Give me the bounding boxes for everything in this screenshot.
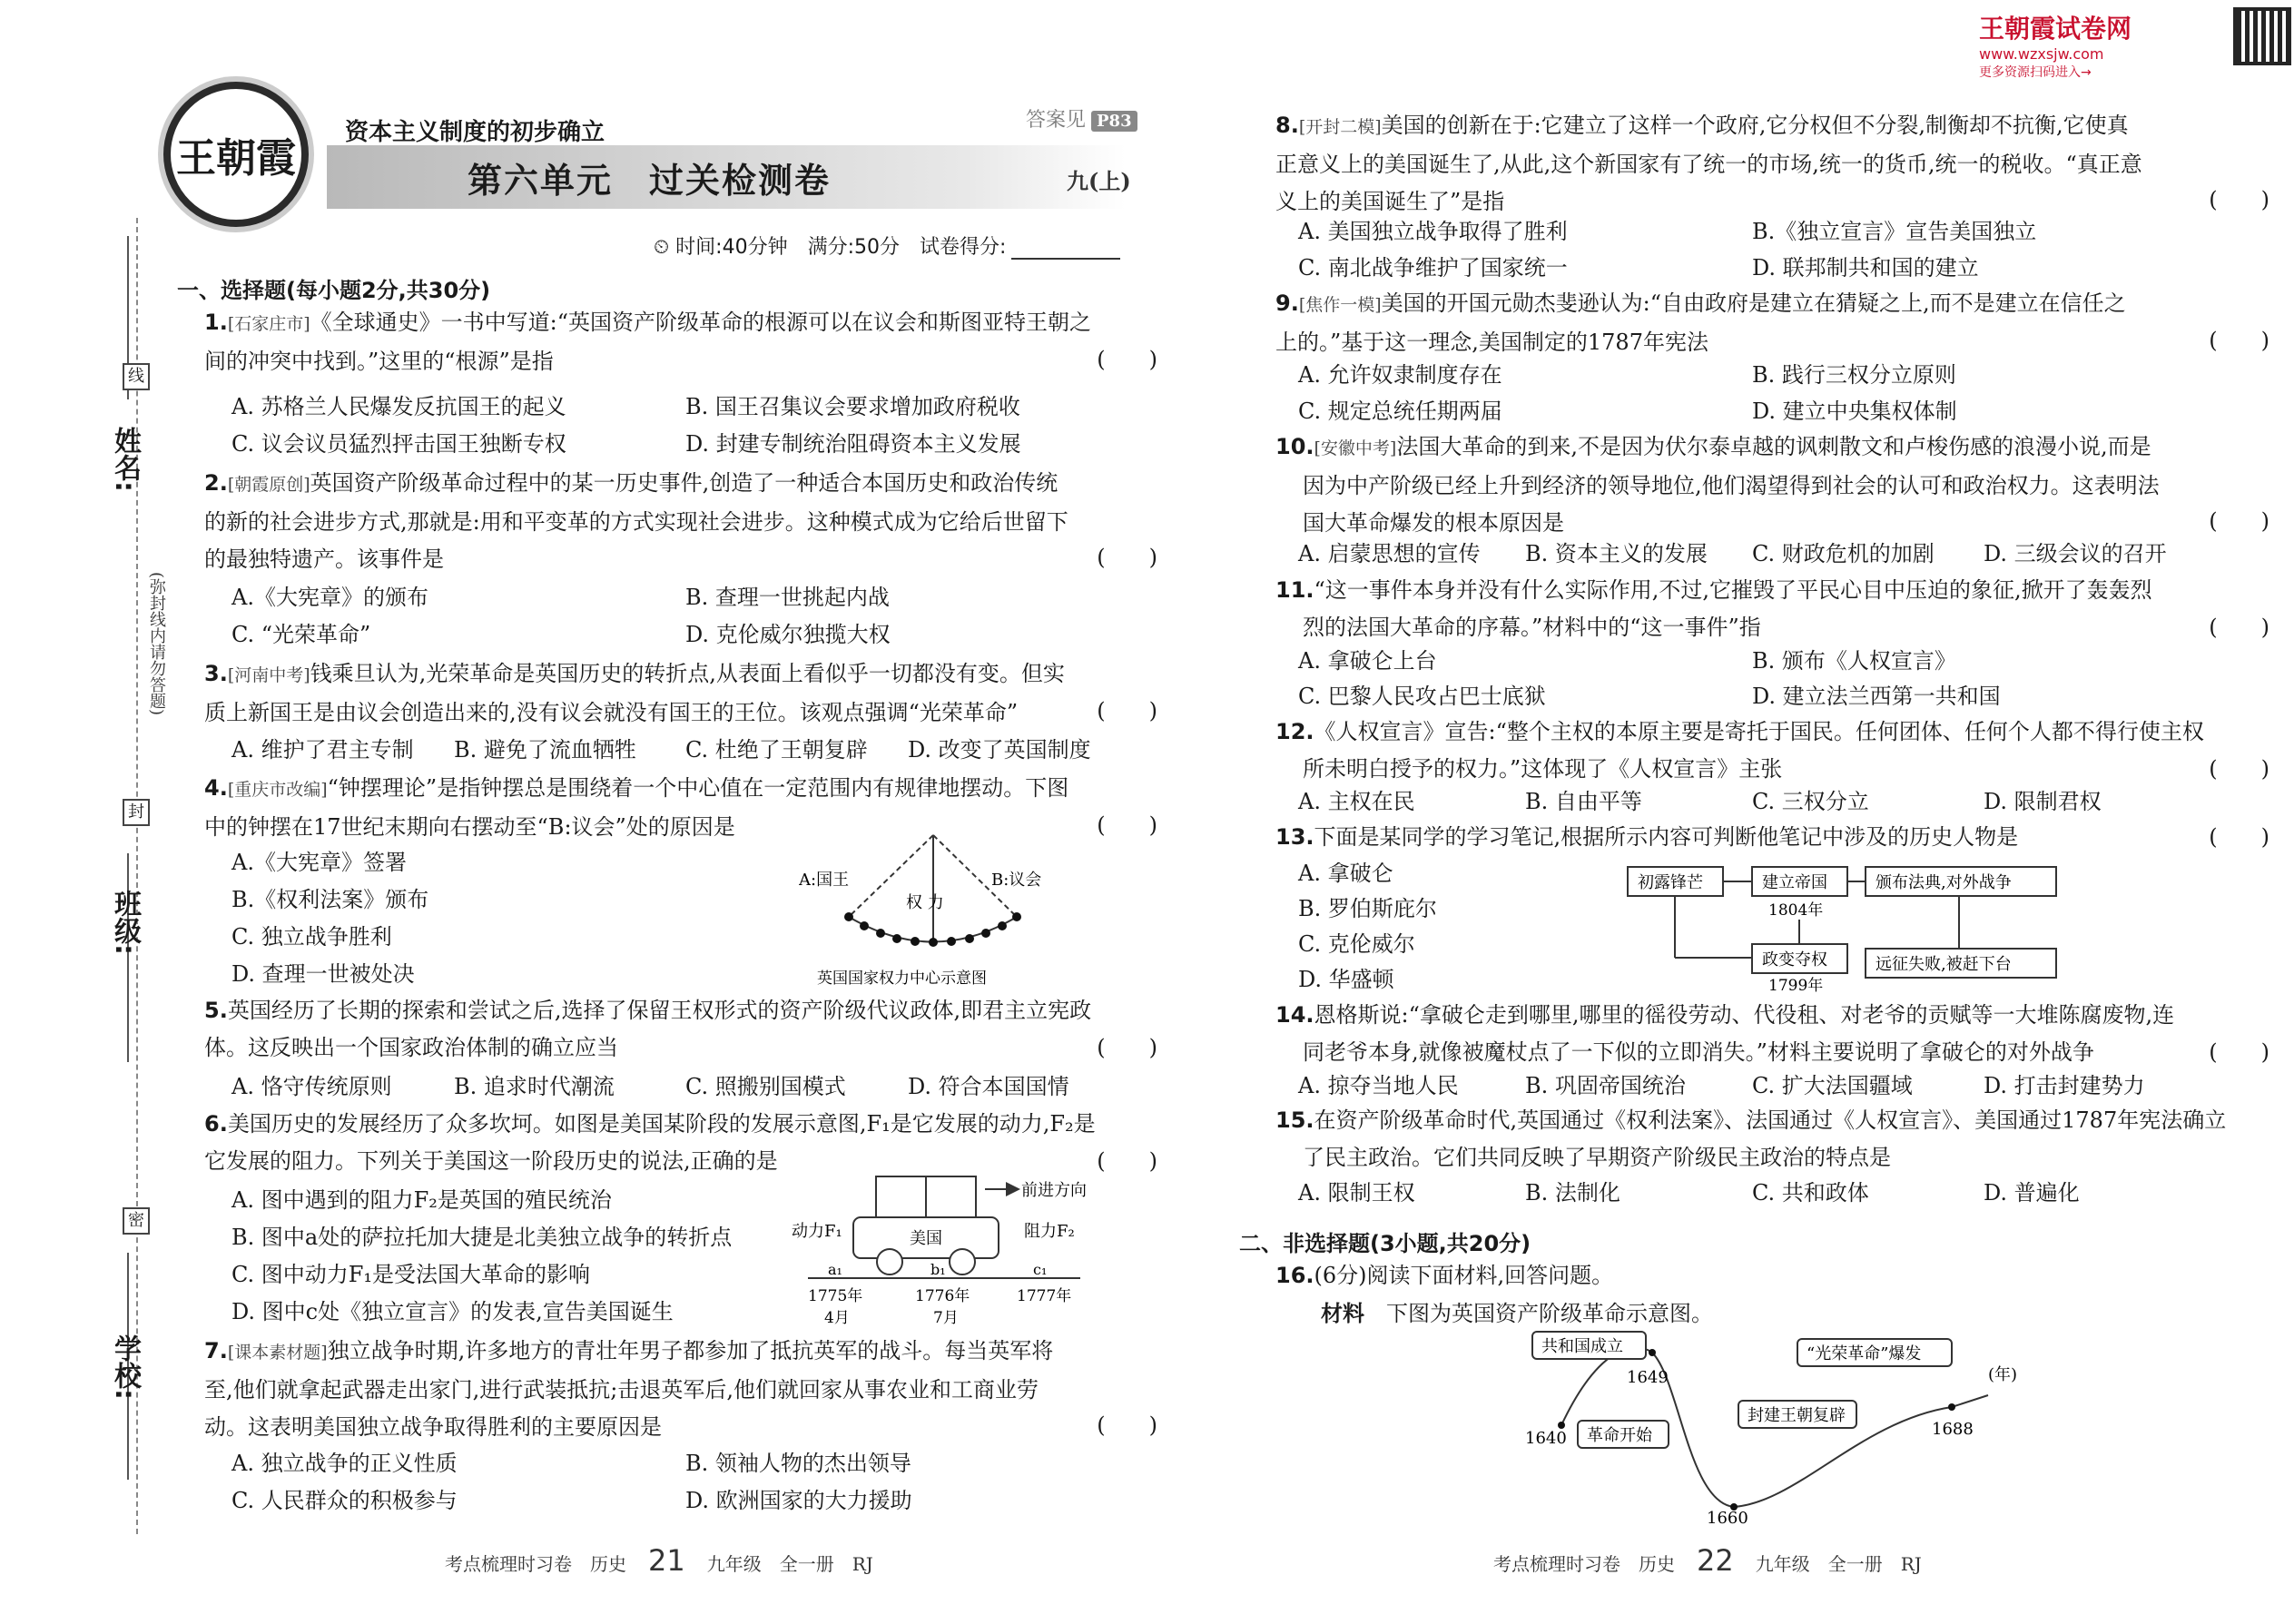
question-3: 3.[河南中考]钱乘旦认为,光荣革命是英国历史的转折点,从表面上看似乎一切都没有变。但实 质上新国王是由议会创造出来的,没有议会就没有国王的王位。该观点强调“光荣革命” ( ) <box>204 655 1157 732</box>
option-b[interactable]: B. 巩固帝国统治 <box>1525 1073 1686 1098</box>
option-c[interactable]: C. 议会议员猛烈抨击国王独断专权 <box>231 431 566 457</box>
answer-reference: 答案见 P83 <box>1026 104 1137 133</box>
answer-blank[interactable]: ( ) <box>1097 545 1157 570</box>
note-box-2: 建立帝国 <box>1762 873 1827 892</box>
name-label: 姓名: <box>109 427 141 492</box>
label-usa: 美国 <box>910 1229 942 1248</box>
option-b[interactable]: B. 罗伯斯庇尔 <box>1298 896 1437 921</box>
option-d[interactable]: D. 三级会议的召开 <box>1984 541 2167 566</box>
label-parliament: B:议会 <box>991 871 1042 890</box>
question-7: 7.[课本素材题]独立战争时期,许多地方的青壮年男子都参加了抵抗英军的战斗。每当英军将 至,他们就拿起武器走出家门,进行武装抵抗;击退英军后,他们就回家从事农业和工商业劳 动。这表明美国独立战争取得胜利的主要原因是 ( ) <box>204 1333 1157 1446</box>
label-power: 权 力 <box>906 893 944 912</box>
svg-text:1776年: 1776年 <box>915 1287 970 1305</box>
option-c[interactable]: C. 人民群众的积极参与 <box>231 1488 458 1513</box>
option-d[interactable]: D. 改变了英国制度 <box>908 737 1091 763</box>
question-16: 16.(6分)阅读下面材料,回答问题。 材料 下图为英国资产阶级革命示意图。 <box>1275 1263 1713 1326</box>
option-c[interactable]: C. 巴黎人民攻占巴士底狱 <box>1298 684 1546 709</box>
score-field[interactable] <box>1011 258 1120 260</box>
question-14: 14.恩格斯说:“拿破仑走到哪里,哪里的徭役劳动、代役租、对老爷的贡赋等一大堆陈腐废物,连 同老爷本身,就像被魔杖点了一下似的立即消失。”材料主要说明了拿破仑的对外战争 ( ) <box>1275 997 2269 1071</box>
grade-tag: 九(上) <box>1067 168 1131 194</box>
seal-warning: (弥封线内请勿答题) <box>147 572 166 716</box>
option-b[interactable]: B. 追求时代潮流 <box>454 1074 615 1099</box>
option-c[interactable]: C. 杜绝了王朝复辟 <box>685 737 868 763</box>
option-c[interactable]: C. 照搬别国模式 <box>685 1074 846 1099</box>
seal-mark-xian: 线 <box>123 363 150 390</box>
option-a[interactable]: A. 独立战争的正义性质 <box>231 1451 458 1476</box>
option-d[interactable]: D. 符合本国国情 <box>908 1074 1069 1099</box>
option-d[interactable]: D. 普遍化 <box>1984 1180 2080 1206</box>
label-glorious-revolution: “光荣革命”爆发 <box>1807 1344 1922 1363</box>
page-title: 第六单元 过关检测卷 <box>468 161 832 201</box>
option-c[interactable]: C. 独立战争胜利 <box>231 924 392 950</box>
option-c[interactable]: C. 共和政体 <box>1752 1180 1869 1206</box>
answer-blank[interactable]: ( ) <box>1097 812 1157 838</box>
footer-left: 考点梳理时习卷 历史 21 九年级 全一册 RJ <box>445 1543 873 1578</box>
option-d[interactable]: D. 封建专制统治阻碍资本主义发展 <box>685 431 1021 457</box>
option-d[interactable]: D. 图中c处《独立宣言》的发表,宣告美国诞生 <box>231 1299 674 1324</box>
answer-blank[interactable]: ( ) <box>1097 1035 1157 1060</box>
section-heading-choice: 一、选择题(每小题2分,共30分) <box>177 278 491 303</box>
question-8: 8.[开封二模]美国的创新在于:它建立了这样一个政府,它分权但不分裂,制衡却不抗衡,它使真 正意义上的美国诞生了,从此,这个新国家有了统一的市场,统一的货币,统一的税收。“真正意 义上的美国诞生了”是指 ( ) <box>1275 107 2269 221</box>
option-a[interactable]: A. 主权在民 <box>1298 789 1415 814</box>
option-a[interactable]: A. 维护了君主专制 <box>231 737 414 763</box>
option-a[interactable]: A. 限制王权 <box>1298 1180 1415 1206</box>
seal-mark-feng: 封 <box>123 799 150 826</box>
option-a[interactable]: A. 恪守传统原则 <box>231 1074 392 1099</box>
label-king: A:国王 <box>799 871 850 890</box>
note-box-5: 远征失败,被赶下台 <box>1876 955 2012 974</box>
option-c[interactable]: C. 扩大法国疆域 <box>1752 1073 1913 1098</box>
answer-blank[interactable]: ( ) <box>1097 347 1157 372</box>
option-b[interactable]: B. 避免了流血牺牲 <box>454 737 636 763</box>
question-2: 2.[朝霞原创]英国资产阶级革命过程中的某一历史事件,创造了一种适合本国历史和政治传统 的新的社会进步方式,那就是:用和平变革的方式实现社会进步。这种模式成为它给后世留下 的最独特遗产。该事件是 ( ) <box>204 465 1157 578</box>
option-c[interactable]: C. 三权分立 <box>1752 789 1869 814</box>
option-b[interactable]: B. 查理一世挑起内战 <box>685 585 890 610</box>
seal-mark-mi: 密 <box>123 1207 150 1235</box>
year-1688: 1688 <box>1932 1420 1974 1439</box>
question-5: 5.英国经历了长期的探索和尝试之后,选择了保留王权形式的资产阶级代议政体,即君主立宪政 体。这反映出一个国家政治体制的确立应当 ( ) <box>204 992 1157 1067</box>
option-a[interactable]: A.《大宪章》的颁布 <box>231 585 428 610</box>
option-d[interactable]: D. 建立法兰西第一共和国 <box>1752 684 2001 709</box>
option-a[interactable]: A. 苏格兰人民爆发反抗国王的起义 <box>231 394 566 419</box>
question-6: 6.美国历史的发展经历了众多坎坷。如图是美国某阶段的发展示意图,F₁是它发展的动力,F₂是 它发展的阻力。下列关于美国这一阶段历史的说法,正确的是 ( ) <box>204 1106 1157 1180</box>
option-a[interactable]: A.《大宪章》签署 <box>231 850 407 875</box>
answer-blank[interactable]: ( ) <box>2209 508 2269 534</box>
answer-blank[interactable]: ( ) <box>2209 615 2269 640</box>
option-a[interactable]: A. 启蒙思想的宣传 <box>1298 541 1481 566</box>
section-heading-open: 二、非选择题(3小题,共20分) <box>1239 1231 1531 1256</box>
revolution-timeline-diagram <box>1525 1330 2070 1525</box>
option-c[interactable]: C. 规定总统任期两届 <box>1298 399 1502 424</box>
option-d[interactable]: D. 欧洲国家的大力援助 <box>685 1488 912 1513</box>
label-revolution-start: 革命开始 <box>1587 1426 1652 1445</box>
answer-blank[interactable]: ( ) <box>1097 698 1157 723</box>
option-d[interactable]: D. 克伦威尔独揽大权 <box>685 622 891 647</box>
answer-blank[interactable]: ( ) <box>1097 1148 1157 1174</box>
label-restoration: 封建王朝复辟 <box>1748 1406 1846 1425</box>
point-b: b₁ <box>930 1261 946 1278</box>
option-d[interactable]: D. 联邦制共和国的建立 <box>1752 255 1979 281</box>
car-diagram <box>790 1171 1108 1339</box>
school-label: 学校: <box>109 1334 141 1400</box>
option-a[interactable]: A. 美国独立战争取得了胜利 <box>1298 219 1568 244</box>
class-field[interactable] <box>127 853 129 1062</box>
class-label: 班级: <box>109 890 141 955</box>
year-1649: 1649 <box>1627 1368 1669 1387</box>
answer-blank[interactable]: ( ) <box>2209 328 2269 353</box>
svg-text:1777年: 1777年 <box>1017 1287 1072 1305</box>
answer-blank[interactable]: ( ) <box>2209 187 2269 212</box>
option-b[interactable]: B. 践行三权分立原则 <box>1752 362 1956 388</box>
option-d[interactable]: D. 限制君权 <box>1984 789 2102 814</box>
option-d[interactable]: D. 查理一世被处决 <box>231 961 415 987</box>
brand-logo: 王朝霞 <box>163 82 309 227</box>
answer-blank[interactable]: ( ) <box>2209 1039 2269 1065</box>
binding-margin <box>54 218 166 1534</box>
svg-text:4月: 4月 <box>824 1309 850 1327</box>
answer-blank[interactable]: ( ) <box>2209 824 2269 850</box>
option-b[interactable]: B. 领袖人物的杰出领导 <box>685 1451 911 1476</box>
option-d[interactable]: D. 华盛顿 <box>1298 967 1394 992</box>
question-15: 15.在资产阶级革命时代,英国通过《权利法案》、法国通过《人权宣言》、美国通过1787年宪法确立 了民主政治。它们共同反映了早期资产阶级民主政治的特点是 <box>1275 1107 2227 1170</box>
option-c[interactable]: C. 财政危机的加剧 <box>1752 541 1935 566</box>
answer-blank[interactable]: ( ) <box>1097 1412 1157 1438</box>
option-a[interactable]: A. 允许奴隶制度存在 <box>1298 362 1502 388</box>
question-9: 9.[焦作一模]美国的开国元勋杰斐逊认为:“自由政府是建立在猜疑之上,而不是建立在信任之 上的。”基于这一理念,美国制定的1787年宪法 ( ) <box>1275 285 2269 361</box>
question-12: 12.《人权宣言》宣告:“整个主权的本原主要是寄托于国民。任何团体、任何个人都不得行使主权 所未明白授予的权力。”这体现了《人权宣言》主张 ( ) <box>1275 714 2269 788</box>
note-box-1: 初露锋芒 <box>1638 873 1703 892</box>
option-d[interactable]: D. 打击封建势力 <box>1984 1073 2145 1098</box>
option-c[interactable]: C. 图中动力F₁是受法国大革命的影响 <box>231 1262 591 1287</box>
label-force-f2: 阻力F₂ <box>1024 1222 1075 1241</box>
option-b[interactable]: B. 国王召集议会要求增加政府税收 <box>685 394 1020 419</box>
figure-caption: 英国国家权力中心示意图 <box>817 969 987 988</box>
svg-text:1775年: 1775年 <box>808 1287 863 1305</box>
option-b[interactable]: B. 图中a处的萨拉托加大捷是北美独立战争的转折点 <box>231 1225 733 1250</box>
timing-info: ⏲ 时间:40分钟 满分:50分 试卷得分: <box>654 231 1120 260</box>
option-b[interactable]: B.《权利法案》颁布 <box>231 887 429 912</box>
option-c[interactable]: C. 南北战争维护了国家统一 <box>1298 255 1568 281</box>
page-number: 22 <box>1697 1543 1734 1578</box>
option-b[interactable]: B.《独立宣言》宣告美国独立 <box>1752 219 2037 244</box>
exam-header <box>154 64 1162 218</box>
option-a[interactable]: A. 拿破仑上台 <box>1298 648 1437 674</box>
question-11: 11.“这一事件本身并没有什么实际作用,不过,它摧毁了平民心目中压迫的象征,掀开了轰轰烈 烈的法国大革命的序幕。”材料中的“这一事件”指 ( ) <box>1275 572 2269 646</box>
unit-subtitle: 资本主义制度的初步确立 <box>345 119 605 146</box>
napoleon-notes-diagram <box>1625 858 2079 994</box>
right-page <box>1171 0 2294 1624</box>
question-4: 4.[重庆市改编]“钟摆理论”是指钟摆总是围绕着一个中心值在一定范围内有规律地摆动。下图 中的钟摆在17世纪末期向右摆动至“B:议会”处的原因是 ( ) <box>204 770 1157 846</box>
brand-watermark: 王朝霞试卷网 www.wzxsjw.com 更多资源扫码进入→ <box>1979 14 2132 80</box>
pendulum-diagram <box>799 831 1071 994</box>
option-a[interactable]: A. 拿破仑 <box>1298 861 1393 886</box>
label-year-axis: (年) <box>1988 1365 2018 1384</box>
label-republic: 共和国成立 <box>1541 1337 1623 1356</box>
answer-blank[interactable]: ( ) <box>2209 756 2269 782</box>
option-b[interactable]: B. 颁布《人权宣言》 <box>1752 648 1956 674</box>
option-c[interactable]: C. 克伦威尔 <box>1298 931 1415 957</box>
note-box-3: 颁布法典,对外战争 <box>1876 873 2012 892</box>
label-direction: 前进方向 <box>1021 1181 1087 1200</box>
option-a[interactable]: A. 掠夺当地人民 <box>1298 1073 1459 1098</box>
svg-text:1804年: 1804年 <box>1768 901 1824 920</box>
svg-text:1799年: 1799年 <box>1768 977 1824 994</box>
option-b[interactable]: B. 法制化 <box>1525 1180 1620 1206</box>
note-box-4: 政变夺权 <box>1762 950 1827 969</box>
year-1660: 1660 <box>1707 1509 1748 1525</box>
year-1640: 1640 <box>1525 1429 1567 1448</box>
footer-right: 考点梳理时习卷 历史 22 九年级 全一册 RJ <box>1493 1543 1922 1578</box>
option-b[interactable]: B. 自由平等 <box>1525 789 1642 814</box>
option-c[interactable]: C. “光荣革命” <box>231 622 371 647</box>
page-number: 21 <box>648 1543 685 1578</box>
option-b[interactable]: B. 资本主义的发展 <box>1525 541 1708 566</box>
label-force-f1: 动力F₁ <box>792 1222 842 1241</box>
option-a[interactable]: A. 图中遇到的阻力F₂是英国的殖民统治 <box>231 1187 612 1213</box>
option-d[interactable]: D. 建立中央集权体制 <box>1752 399 1957 424</box>
question-10: 10.[安徽中考]法国大革命的到来,不是因为伏尔泰卓越的讽刺散文和卢梭伤感的浪漫小说,而是 因为中产阶级已经上升到经济的领导地位,他们渴望得到社会的认可和政治权力。这表明法 国大革命爆发的根本原因是 ( ) <box>1275 428 2269 542</box>
question-13: 13.下面是某同学的学习笔记,根据所示内容可判断他笔记中涉及的历史人物是 ( ) <box>1275 819 2269 856</box>
question-1: 1.[石家庄市]《全球通史》一书中写道:“英国资产阶级革命的根源可以在议会和斯图亚特王朝之 间的冲突中找到。”这里的“根源”是指 ( ) <box>204 304 1157 380</box>
point-a: a₁ <box>828 1261 842 1278</box>
point-c: c₁ <box>1033 1261 1048 1278</box>
svg-text:7月: 7月 <box>933 1309 959 1327</box>
